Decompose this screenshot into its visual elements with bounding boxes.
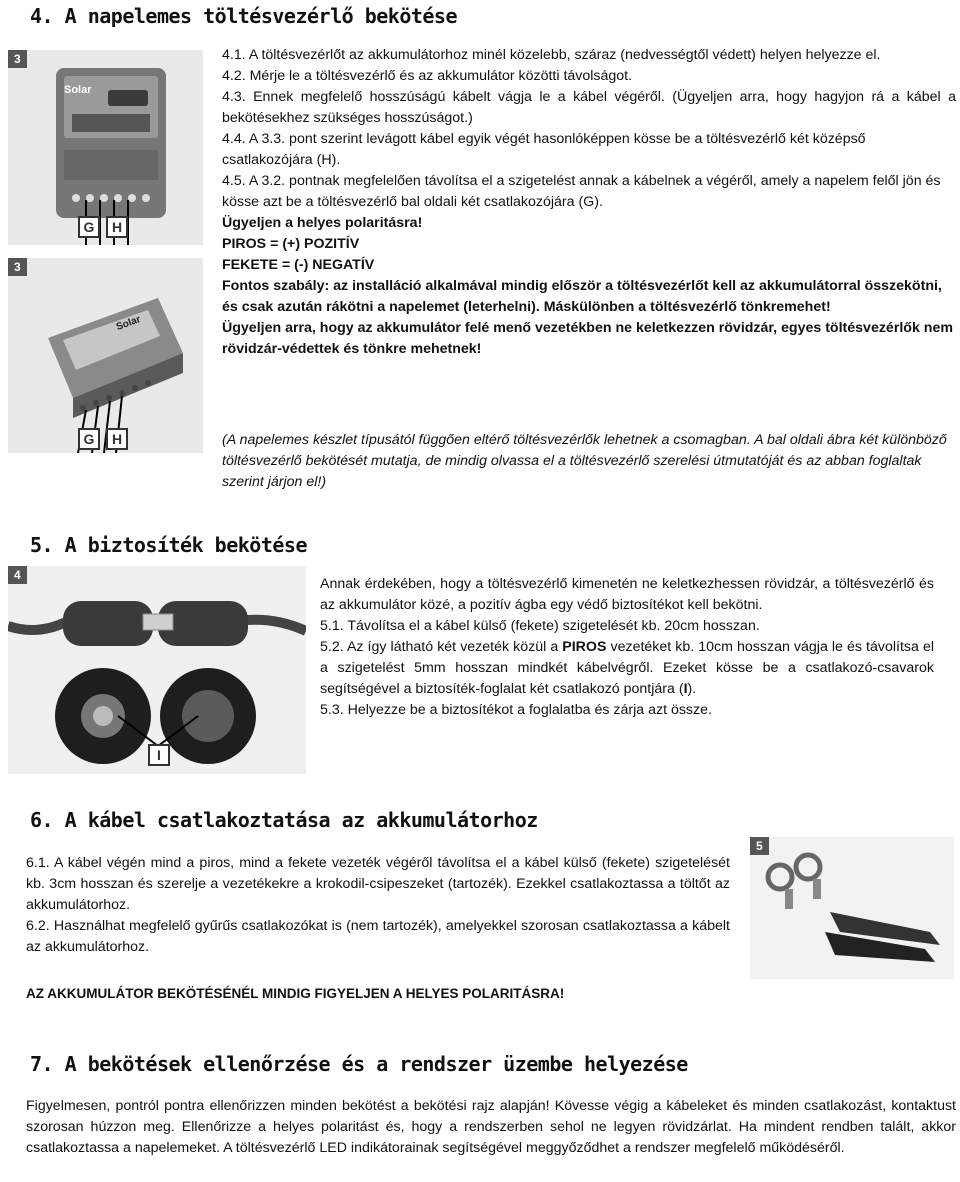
polarity-warning: Ügyeljen a helyes polaritásra! [222, 215, 423, 231]
brand-label: Solar [114, 314, 143, 333]
section-4-body [222, 45, 956, 360]
figure-number: 3 [8, 258, 27, 276]
label-i: I [148, 744, 170, 766]
section-7-body [26, 1096, 956, 1159]
figure-charge-controller-2 [8, 258, 203, 453]
section-6-title: 6. A kábel csatlakoztatása az akkumulátorhoz [30, 808, 538, 832]
figure-charge-controller-1 [8, 50, 203, 245]
step-4-1: 4.1. A töltésvezérlőt az akkumulátorhoz minél közelebb, száraz (nedvességtől védett) helyen helyezze el. [222, 47, 881, 63]
label-g: G [78, 428, 100, 450]
red-positive: PIROS = (+) POZITÍV [222, 236, 360, 252]
figure-number: 5 [750, 837, 769, 855]
battery-polarity-warning: AZ AKKUMULÁTOR BEKÖTÉSÉNÉL MINDIG FIGYELJEN A HELYES POLARITÁSRA! [26, 986, 565, 1001]
black-negative: FEKETE = (-) NEGATÍV [222, 257, 375, 273]
figure-number: 3 [8, 50, 27, 68]
fuse-holder-illustration [8, 566, 306, 774]
figure-number: 4 [8, 566, 27, 584]
step-6-1: 6.1. A kábel végén mind a piros, mind a fekete vezeték végéről távolítsa el a kábel külső (fekete) szigetelését kb. 3cm hosszan és szerelje a vezetékekre a krokodil-csipeszeket (tartozék). Ezekkel csatlakoztassa a töltőt az akkumulátorhoz. [26, 855, 730, 913]
section-7-title: 7. A bekötések ellenőrzése és a rendszer üzembe helyezése [30, 1052, 688, 1076]
important-rule: Fontos szabály: az installáció alkalmával mindig először a töltésvezérlőt kell az akkumulátorral összekötni, és csak azután rákötni a napelemet (leterhelni). Máskülönben a töltésvezérlő tönkremehet! [222, 278, 942, 315]
step-5-3: 5.3. Helyezze be a biztosítékot a foglalatba és zárja azt össze. [320, 702, 712, 718]
step-4-3: 4.3. Ennek megfelelő hosszúságú kábelt vágja le a kábel végéről. (Ügyeljen arra, hogy hagyjon rá a kábel a bekötésekhez szükséges hosszúságot.) [222, 89, 956, 126]
step-5-1: 5.1. Távolítsa el a kábel külső (fekete) szigetelését kb. 20cm hosszan. [320, 618, 760, 634]
step-4-4: 4.4. A 3.3. pont szerint levágott kábel egyik végét hasonlóképpen kösse be a töltésvezérlő két középső csatlakozójára (H). [222, 131, 866, 168]
section-4-note [222, 430, 956, 493]
note-text: (A napelemes készlet típusától függően eltérő töltésvezérlők lehetnek a csomagban. A bal oldali ábra két különböző töltésvezérlő bekötését mutatja, de mindig olvassa el a töltésvezérlő szerelési útmutatóját és az abban foglaltak szerint járjon el!) [222, 432, 947, 490]
step-4-5: 4.5. A 3.2. pontnak megfelelően távolítsa el a szigetelést annak a kábelnek a végéről, amely a napelem felől jön és kösse azt be a töltésvezérlő bal oldali két csatlakozójára (G). [222, 173, 941, 210]
short-circuit-warning: Ügyeljen arra, hogy az akkumulátor felé menő vezetékben ne keletkezzen rövidzár, egyes töltésvezérlők nem rövidzár-védettek és tönkre mehetnek! [222, 320, 953, 357]
charge-controller-illustration [8, 258, 203, 453]
figure-crocodile-clips [750, 837, 954, 979]
step-4-2: 4.2. Mérje le a töltésvezérlő és az akkumulátor közötti távolságot. [222, 68, 633, 84]
brand-label: Solar [64, 84, 92, 96]
section-6-body [26, 853, 730, 958]
section-5-body [320, 574, 934, 721]
label-h: H [106, 428, 128, 450]
step-6-2: 6.2. Használhat megfelelő gyűrűs csatlakozókat is (nem tartozék), amelyekkel szorosan csatlakoztassa a kábelt az akkumulátorhoz. [26, 918, 730, 955]
step-7-1: Figyelmesen, pontról pontra ellenőrizzen minden bekötést a bekötési rajz alapján! Kövesse végig a kábeleket és minden csatlakozást, kontaktust szorosan húzzon meg. Ellenőrizze a helyes polaritást és, hogy a rendszerben sehol ne legyen rövidzárlat. Ha mindent rendben talált, akkor csatlakoztassa a napelemeket. A töltésvezérlő LED indikátorainak segítségével meggyőződhet a rendszer megfelelő működéséről. [26, 1098, 956, 1156]
label-h: H [106, 216, 128, 238]
step-5-2: 5.2. Az így látható két vezeték közül a PIROS vezetéket kb. 10cm hosszan vágja le és távolítsa el a szigetelést 5mm hosszan mindkét kábelvégről. Ezeket kösse be a csatlakozó-csavarok segítségével a biztosíték-foglalat két csatlakozó pontjára (I). [320, 639, 934, 697]
figure-fuse-holder [8, 566, 306, 774]
section-4-title: 4. A napelemes töltésvezérlő bekötése [30, 4, 458, 28]
section-5-title: 5. A biztosíték bekötése [30, 533, 307, 557]
fuse-intro: Annak érdekében, hogy a töltésvezérlő kimenetén ne keletkezhessen rövidzár, a töltésvezérlő és az akkumulátor közé, a pozitív ágba egy védő biztosítékot kell bekötni. [320, 576, 934, 613]
crocodile-clips-illustration [750, 837, 954, 979]
label-g: G [78, 216, 100, 238]
